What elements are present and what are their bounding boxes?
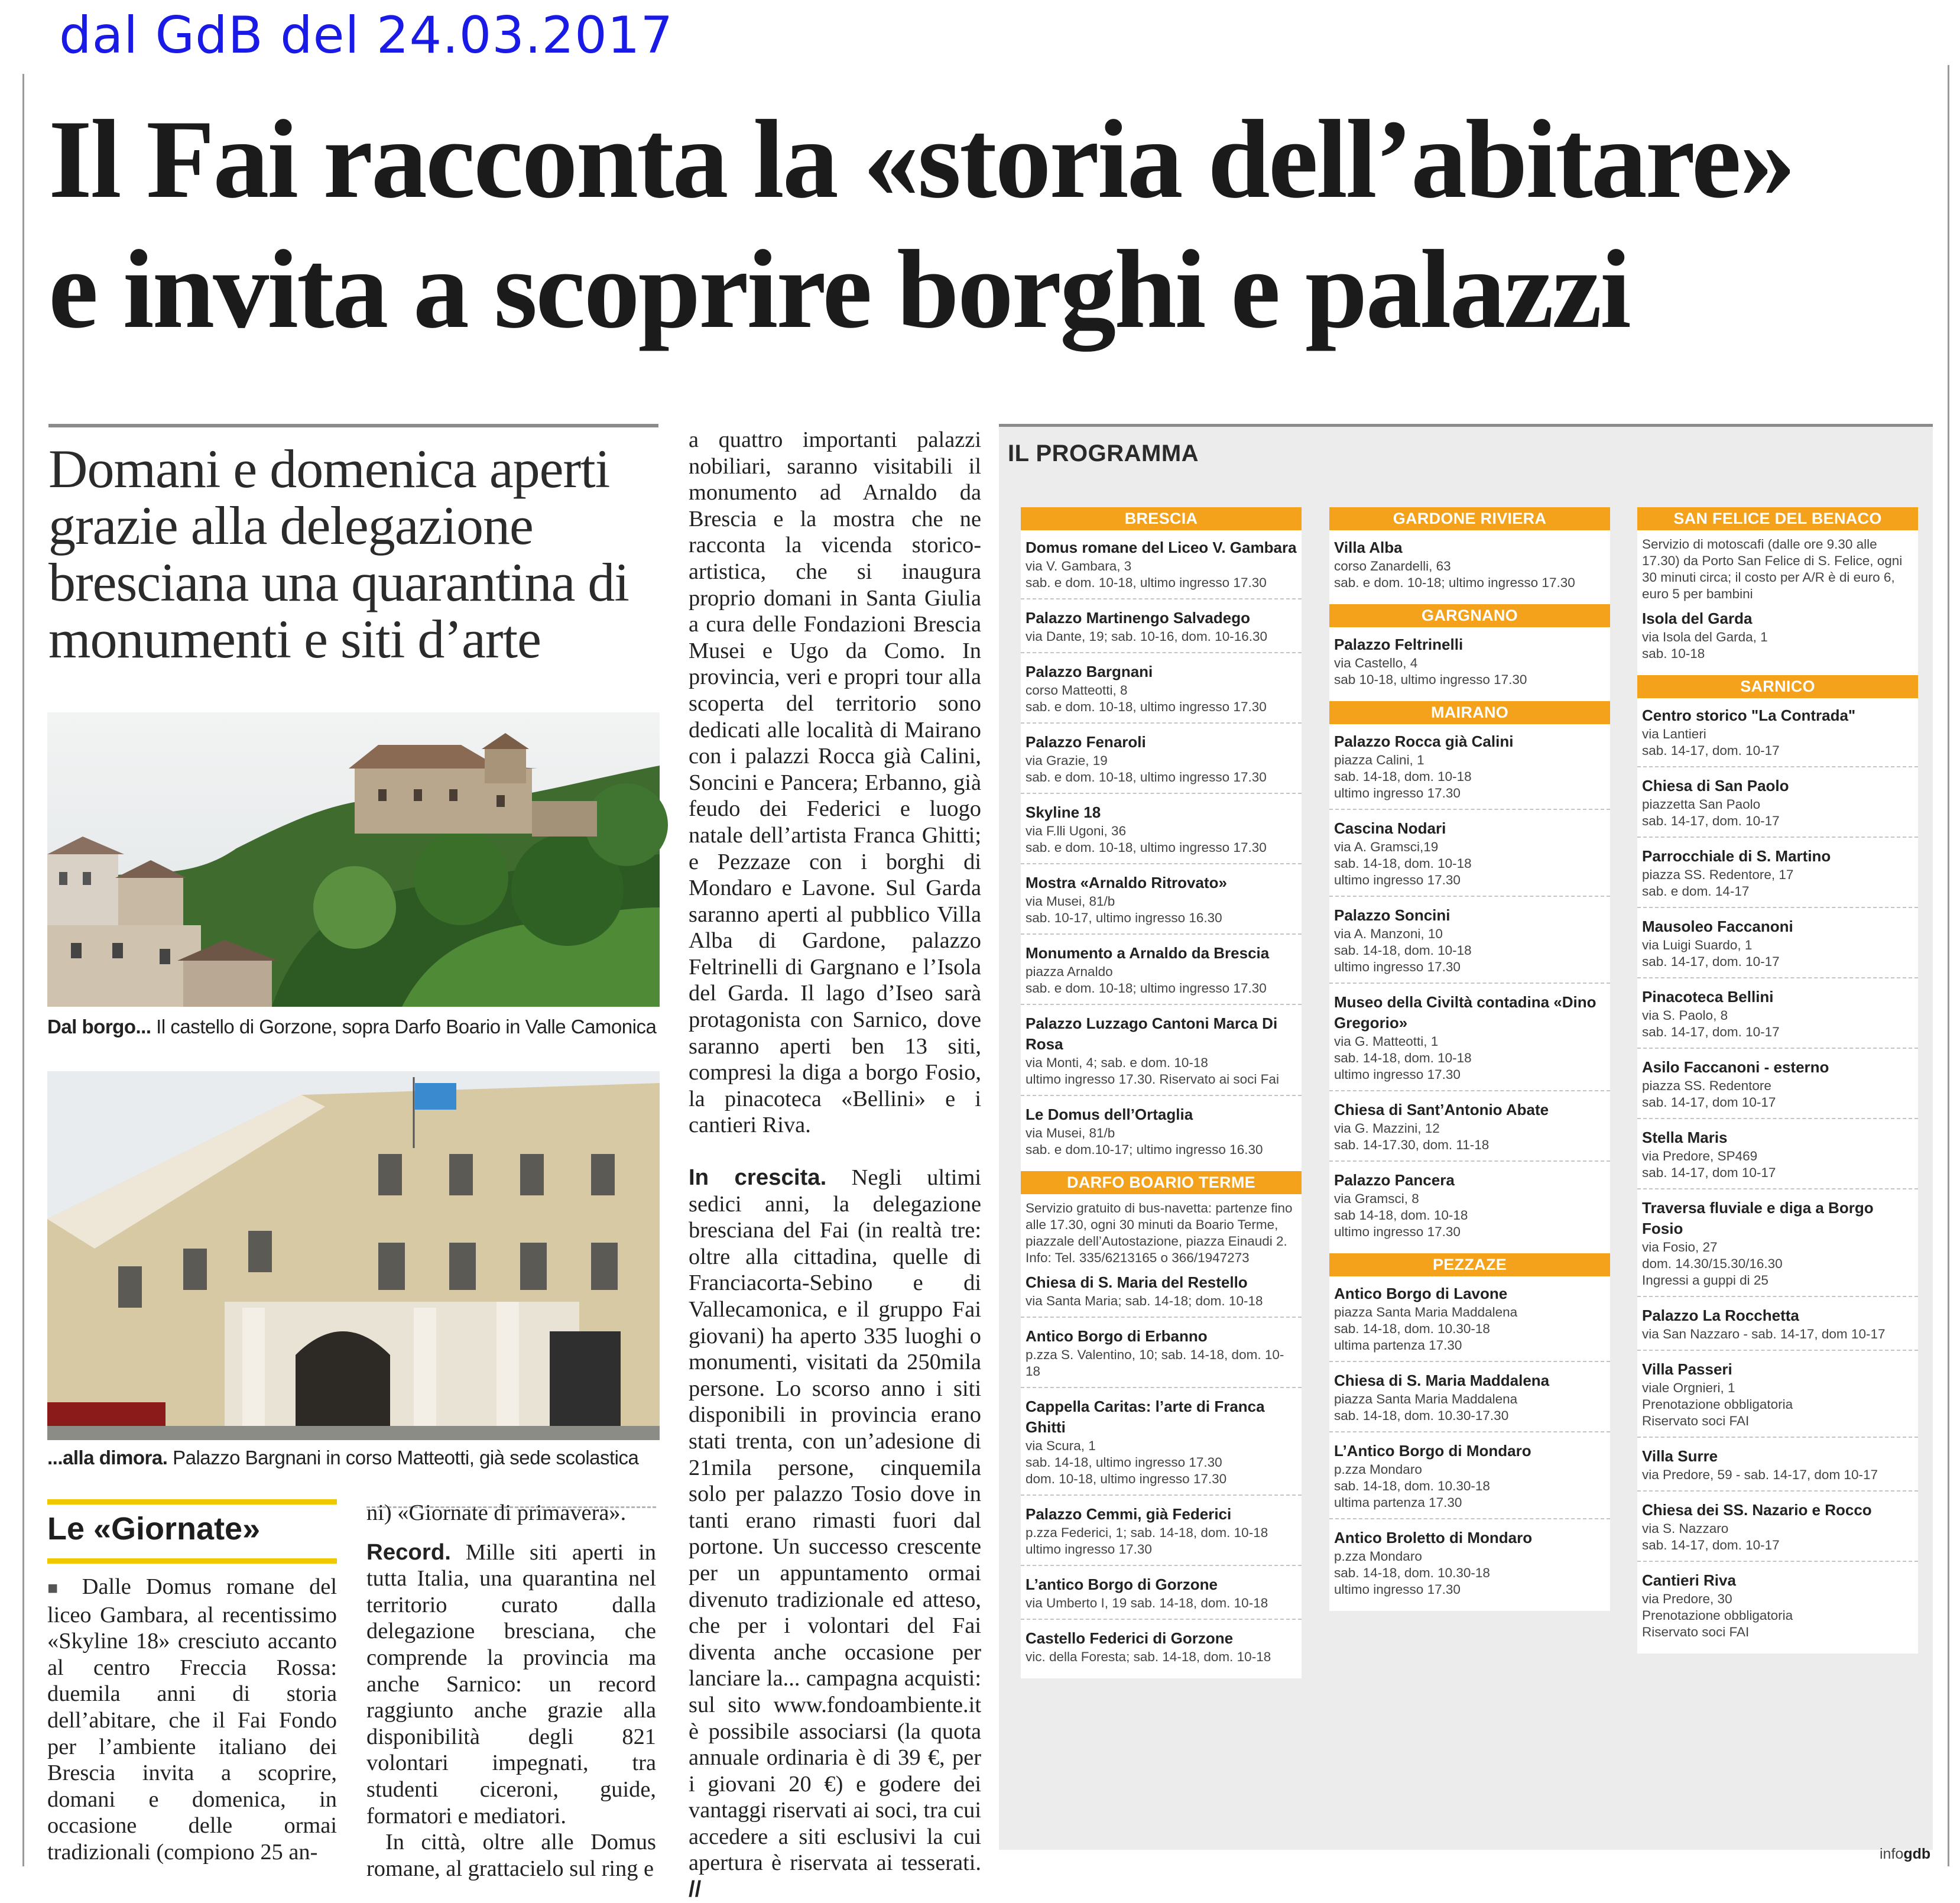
site-name: Isola del Garda (1642, 610, 1753, 627)
program-entry (1637, 914, 1918, 978)
site-name: L’antico Borgo di Gorzone (1026, 1575, 1218, 1593)
site-name: Antico Broletto di Mondaro (1334, 1529, 1533, 1547)
site-detail: ultimo ingresso 17.30 (1334, 786, 1461, 800)
site-detail: ultimo ingresso 17.30 (1334, 1067, 1461, 1082)
site-detail: p.zza Federici, 1; sab. 14-18, dom. 10-18 (1026, 1525, 1268, 1540)
program-entry (1637, 844, 1918, 908)
section-header: SARNICO (1637, 675, 1918, 698)
site-detail: via S. Nazzaro (1642, 1521, 1729, 1536)
photo-castle-gorzone (47, 712, 660, 1007)
program-entry (1021, 1394, 1302, 1496)
site-name: Antico Borgo di Lavone (1334, 1285, 1508, 1302)
program-entry (1021, 870, 1302, 935)
photo-2-caption (47, 1447, 638, 1469)
program-entry (1329, 903, 1610, 984)
site-detail: piazzetta San Paolo (1642, 797, 1761, 812)
site-detail: ultimo ingresso 17.30 (1334, 1582, 1461, 1597)
program-entry (1637, 703, 1918, 767)
site-detail: sab 14-18, dom. 10-18 (1334, 1208, 1468, 1223)
program-entry (1637, 1497, 1918, 1562)
site-name: Villa Surre (1642, 1447, 1718, 1465)
site-detail: piazza Calini, 1 (1334, 753, 1424, 767)
program-entry (1021, 730, 1302, 794)
site-detail: sab. 14-17, dom. 10-17 (1642, 1538, 1780, 1552)
site-detail: Ingressi a guppi di 25 (1642, 1273, 1768, 1288)
photo-2-caption-lead: ...alla dimora. (47, 1447, 168, 1468)
site-name: Antico Borgo di Erbanno (1026, 1327, 1208, 1345)
site-name: Pinacoteca Bellini (1642, 988, 1774, 1006)
site-detail: sab. 14-18, dom. 10-18 (1334, 943, 1472, 958)
program-entry (1021, 659, 1302, 724)
site-detail: sab. 14-17, dom 10-17 (1642, 1095, 1776, 1110)
palazzo-door (296, 1331, 390, 1440)
site-name: Chiesa di San Paolo (1642, 777, 1789, 795)
program-entry (1021, 1324, 1302, 1388)
site-detail: via V. Gambara, 3 (1026, 559, 1132, 573)
site-name: Villa Passeri (1642, 1360, 1732, 1378)
site-detail: via A. Gramsci,19 (1334, 839, 1439, 854)
site-detail: sab. 14-18, dom. 10-18 (1334, 769, 1472, 784)
article-column-3 (689, 427, 981, 1903)
site-detail: piazza SS. Redentore, 17 (1642, 867, 1794, 882)
section-header: GARDONE RIVIERA (1329, 507, 1610, 530)
program-entry (1329, 1525, 1610, 1605)
program-entry (1329, 1281, 1610, 1362)
column-2-paragraph-3: In città, oltre alle Domus romane, al grattacielo sul ring e (366, 1830, 656, 1881)
column-2-paragraph-2 (366, 1539, 656, 1830)
site-detail: via Luigi Suardo, 1 (1642, 938, 1753, 952)
site-detail: via San Nazzaro - sab. 14-17, dom 10-17 (1642, 1327, 1886, 1341)
site-detail: via Monti, 4; sab. e dom. 10-18 (1026, 1055, 1208, 1070)
site-detail: via A. Manzoni, 10 (1334, 926, 1443, 941)
section-note: Servizio di motoscafi (dalle ore 9.30 alle 17.30) da Porto San Felice di S. Felice, ogni 30 minuti circa; il costo per A/R è di euro 6, euro 5 per bambini (1642, 537, 1903, 601)
site-name: Palazzo Rocca già Calini (1334, 732, 1514, 750)
site-name: Domus romane del Liceo V. Gambara (1026, 539, 1297, 556)
site-name: Le Domus dell’Ortaglia (1026, 1106, 1193, 1123)
program-entry (1329, 729, 1610, 810)
palazzo-illustration (47, 1071, 660, 1440)
site-name: Asilo Faccanoni - esterno (1642, 1058, 1829, 1076)
site-detail: via Predore, SP469 (1642, 1149, 1758, 1163)
site-detail: sab. 14-17, dom. 10-17 (1642, 813, 1780, 828)
site-detail: via Dante, 19; sab. 10-16, dom. 10-16.30 (1026, 629, 1268, 644)
section-header: DARFO BOARIO TERME (1021, 1171, 1302, 1194)
program-entry (1021, 1502, 1302, 1566)
section-header: PEZZAZE (1329, 1253, 1610, 1276)
program-entry (1637, 606, 1918, 669)
site-name: Palazzo Feltrinelli (1334, 636, 1463, 653)
article-column-1 (47, 1574, 337, 1866)
section-header: MAIRANO (1329, 701, 1610, 724)
site-detail: piazza Santa Maria Maddalena (1334, 1305, 1518, 1320)
left-frame-line (22, 74, 24, 1866)
site-detail: via Lantieri (1642, 727, 1706, 741)
site-detail: ultimo ingresso 17.30 (1334, 1224, 1461, 1239)
site-detail: sab. e dom. 10-18, ultimo ingresso 17.30 (1026, 699, 1267, 714)
site-detail: via Predore, 30 (1642, 1591, 1732, 1606)
site-detail: sab. 10-18 (1642, 646, 1705, 661)
site-detail: ultimo ingresso 17.30 (1334, 959, 1461, 974)
headline-line-1: Il Fai racconta la «storia dell’abitare» (48, 98, 1794, 222)
site-detail: sab. e dom. 10-18; ultimo ingresso 17.30 (1334, 575, 1575, 590)
source-tag: dal GdB del 24.03.2017 (59, 6, 674, 65)
site-detail: corso Zanardelli, 63 (1334, 559, 1451, 573)
photo-2-caption-text: Palazzo Bargnani in corso Matteotti, già sede scolastica (167, 1447, 639, 1468)
site-name: Chiesa di S. Maria Maddalena (1334, 1372, 1550, 1389)
program-entry (1637, 1568, 1918, 1648)
site-detail: viale Orgnieri, 1 (1642, 1380, 1735, 1395)
program-entry (1021, 1270, 1302, 1318)
site-detail: sab. 14-18, dom. 10-18 (1334, 856, 1472, 871)
paragraph-mark-icon: ■ (47, 1578, 67, 1598)
site-detail: ultima partenza 17.30 (1334, 1495, 1462, 1510)
site-detail: ultimo ingresso 17.30 (1334, 873, 1461, 887)
section-header: SAN FELICE DEL BENACO (1637, 507, 1918, 530)
infographic-credit (1880, 1846, 1930, 1863)
program-entry (1329, 1368, 1610, 1432)
site-name: L’Antico Borgo di Mondaro (1334, 1442, 1531, 1460)
article-column-2 (366, 1500, 656, 1882)
site-detail: sab. 14-17, dom 10-17 (1642, 1165, 1776, 1180)
column-2-paragraph-1: ni) «Giornate di primavera». (366, 1500, 627, 1525)
column-1-text: Dalle Domus romane del liceo Gambara, al recentissimo «Skyline 18» cresciuto accanto al centro Freccia Rossa: duemila anni di storia dell’abitare, che il Fai Fondo per l’ambiente italiano dei Brescia invita a scoprire, domani e domenica, in occasione delle ormai tradizionali (compiono 25 an- (47, 1574, 337, 1865)
program-entry (1021, 941, 1302, 1005)
site-detail: via Predore, 59 - sab. 14-17, dom 10-17 (1642, 1467, 1878, 1482)
program-entry (1637, 1055, 1918, 1119)
site-name: Museo della Civiltà contadina «Dino Gregorio» (1334, 993, 1596, 1032)
site-name: Monumento a Arnaldo da Brescia (1026, 944, 1270, 962)
site-name: Centro storico "La Contrada" (1642, 706, 1856, 724)
site-name: Palazzo Fenaroli (1026, 733, 1146, 751)
castle-illustration (47, 712, 660, 1007)
site-detail: piazza Arnaldo (1026, 964, 1113, 979)
site-detail: p.zza Mondaro (1334, 1462, 1422, 1477)
rule-left (48, 424, 658, 427)
site-name: Traversa fluviale e diga a Borgo Fosio (1642, 1199, 1874, 1237)
program-column-1 (1021, 507, 1302, 1678)
box-title: Le «Giornate» (47, 1511, 261, 1547)
column-3-paragraph-2 (689, 1165, 981, 1903)
site-detail: sab. e dom. 10-18, ultimo ingresso 17.30 (1026, 770, 1267, 784)
site-detail: via Scura, 1 (1026, 1438, 1096, 1453)
site-detail: corso Matteotti, 8 (1026, 683, 1128, 698)
site-detail: sab. e dom. 14-17 (1642, 884, 1750, 899)
site-detail: via Musei, 81/b (1026, 1126, 1115, 1140)
site-detail: via Musei, 81/b (1026, 894, 1115, 909)
site-name: Cappella Caritas: l’arte di Franca Ghitti (1026, 1398, 1265, 1436)
site-detail: via S. Paolo, 8 (1642, 1008, 1728, 1023)
program-entry (1329, 535, 1610, 598)
site-detail: via G. Matteotti, 1 (1334, 1034, 1439, 1049)
site-name: Chiesa di Sant’Antonio Abate (1334, 1101, 1549, 1119)
program-entry (1021, 800, 1302, 864)
site-detail: Riservato soci FAI (1642, 1625, 1750, 1639)
site-detail: via G. Mazzini, 12 (1334, 1121, 1440, 1136)
credit-brand: gdb (1903, 1846, 1931, 1862)
photo-1-caption-lead: Dal borgo... (47, 1016, 151, 1038)
program-entry (1021, 535, 1302, 599)
site-name: Chiesa dei SS. Nazario e Rocco (1642, 1501, 1872, 1519)
site-name: Palazzo Luzzago Cantoni Marca Di Rosa (1026, 1014, 1278, 1053)
section-header: BRESCIA (1021, 507, 1302, 530)
program-entry (1329, 1438, 1610, 1519)
headline (48, 95, 1958, 355)
end-mark: // (689, 1876, 702, 1902)
site-detail: sab. 14-18, dom. 10.30-18 (1334, 1479, 1490, 1493)
program-entry (1637, 984, 1918, 1049)
site-detail: sab. e dom. 10-18, ultimo ingresso 17.30 (1026, 575, 1267, 590)
program-entry (1637, 1303, 1918, 1351)
column-3-paragraph-1: a quattro importanti palazzi nobiliari, saranno visitabili il monumento ad Arnaldo da Brescia e la mostra che ne racconta la vicenda storico-artistica, che si inaugura proprio domani in Santa Giulia a cura delle Fondazioni Brescia Musei e Ugo da Como. In provincia, veri e propri tour alla scoperta del territorio sono dedicati alle località di Mairano con i palazzi Rocca già Calini, Soncini e Pancera; Erbanno, già feudo dei Federici e luogo natale dell’artista Franca Ghitti; e Pezzaze con i borghi di Mondaro e Lavone. Sul Garda saranno aperti al pubblico Villa Alba di Gardone, palazzo Feltrinelli di Gargnano e l’Isola del Garda. Il lago d’Iseo sarà protagonista con Sarnico, dove saranno aperti ben 13 siti, compresi la diga a borgo Fosio, la pinacoteca «Bellini» e i cantieri Riva. (689, 427, 981, 1138)
site-detail: via Isola del Garda, 1 (1642, 630, 1768, 644)
site-detail: via Gramsci, 8 (1334, 1191, 1419, 1206)
program-entry (1021, 1011, 1302, 1096)
site-detail: Prenotazione obbligatoria (1642, 1397, 1793, 1412)
program-title: IL PROGRAMMA (1008, 440, 1199, 466)
site-detail: sab. 14-18, ultimo ingresso 17.30 (1026, 1455, 1222, 1470)
site-name: Palazzo Bargnani (1026, 663, 1153, 680)
site-detail: sab. 14-18, dom. 10.30-17.30 (1334, 1408, 1509, 1423)
subheadline: Domani e domenica aperti grazie alla delegazione bresciana una quarantina di monumenti e siti d’arte (48, 439, 629, 669)
program-entry (1637, 773, 1918, 838)
program-entry (1021, 1572, 1302, 1620)
column-3-paragraph-2-text: Negli ultimi sedici anni, la delegazione bresciana del Fai (in realtà tre: oltre alla cittadina, quelle di Franciacorta-Sebino e di Vallecamonica, e il gruppo Fai giovani) ha aperto 335 luoghi o monumenti, visitati da 250mila persone. Lo scorso anno i siti disponibili in provincia erano stati trenta, con un’adesione di 21mila persone, cinquemila solo per palazzo Tosio dove in tanti erano rimasti fuori dal portone. Un successo crescente per un appuntamento ormai divenuto tradizionale ed atteso, che per i volontari del Fai diventa anche occasione per lanciare la... campagna acquisti: sul sito www.fondoambiente.it è possibile associarsi (la quota annuale ordinaria è di 39 €, per i giovani 20 €) e godere dei vantaggi riservati ai soci, tra cui accedere a siti esclusivi la cui apertura è riservata ai tesserati. (689, 1165, 981, 1876)
site-detail: sab. 14-18, dom. 10-18 (1334, 1051, 1472, 1065)
site-detail: via Grazie, 19 (1026, 753, 1108, 768)
site-detail: Riservato soci FAI (1642, 1414, 1750, 1428)
site-name: Cascina Nodari (1334, 819, 1446, 837)
program-column-3 (1637, 507, 1918, 1654)
site-name: Parrocchiale di S. Martino (1642, 847, 1831, 865)
box-title-top-rule (47, 1499, 337, 1505)
site-detail: piazza Santa Maria Maddalena (1334, 1392, 1518, 1406)
site-detail: sab. 14-17, dom. 10-17 (1642, 743, 1780, 758)
headline-line-2: e invita a scoprire borghi e palazzi (48, 228, 1630, 352)
program-entry (1329, 816, 1610, 897)
site-detail: sab. 14-18, dom. 10.30-18 (1334, 1321, 1490, 1336)
flag (415, 1083, 456, 1110)
site-name: Stella Maris (1642, 1129, 1728, 1146)
site-detail: sab. e dom. 10-18; ultimo ingresso 17.30 (1026, 981, 1267, 996)
column-1-paragraph (47, 1574, 337, 1866)
site-name: Mausoleo Faccanoni (1642, 918, 1793, 935)
site-name: Palazzo Cemmi, già Federici (1026, 1505, 1232, 1523)
site-name: Palazzo Pancera (1334, 1171, 1455, 1189)
site-detail: ultima partenza 17.30 (1334, 1338, 1462, 1353)
photo-palazzo-bargnani (47, 1071, 660, 1440)
program-entry (1329, 1168, 1610, 1247)
site-detail: via Umberto I, 19 sab. 14-18, dom. 10-18 (1026, 1596, 1268, 1610)
section-header: GARGNANO (1329, 604, 1610, 627)
site-detail: sab. e dom. 10-18, ultimo ingresso 17.30 (1026, 840, 1267, 855)
box-title-bottom-rule (47, 1558, 337, 1564)
site-detail: dom. 14.30/15.30/16.30 (1642, 1256, 1783, 1271)
site-detail: sab 10-18, ultimo ingresso 17.30 (1334, 672, 1527, 687)
site-detail: via F.lli Ugoni, 36 (1026, 824, 1127, 838)
site-detail: sab. e dom.10-17; ultimo ingresso 16.30 (1026, 1142, 1263, 1157)
program-column-2 (1329, 507, 1610, 1611)
credit-prefix: info (1880, 1846, 1904, 1862)
site-detail: vic. della Foresta; sab. 14-18, dom. 10-18 (1026, 1649, 1271, 1664)
site-name: Chiesa di S. Maria del Restello (1026, 1273, 1248, 1291)
site-detail: via Castello, 4 (1334, 656, 1418, 670)
site-detail: ultimo ingresso 17.30 (1026, 1542, 1152, 1557)
program-entry (1021, 1102, 1302, 1165)
program-entry (1637, 1125, 1918, 1189)
column-2-lead-record: Record. (366, 1539, 451, 1565)
program-entry (1637, 1195, 1918, 1297)
site-detail: sab. 14-17, dom. 10-17 (1642, 954, 1780, 969)
program-entry (1637, 1444, 1918, 1492)
column-3-lead-crescita: In crescita. (689, 1165, 827, 1191)
site-name: Castello Federici di Gorzone (1026, 1629, 1234, 1647)
photo-1-caption (47, 1016, 656, 1038)
site-name: Palazzo Soncini (1334, 906, 1450, 924)
site-name: Villa Alba (1334, 539, 1403, 556)
program-entry (1021, 1626, 1302, 1672)
site-name: Cantieri Riva (1642, 1571, 1736, 1589)
photo-1-caption-text: Il castello di Gorzone, sopra Darfo Boario in Valle Camonica (151, 1016, 657, 1038)
site-detail: Prenotazione obbligatoria (1642, 1608, 1793, 1623)
site-detail: via Fosio, 27 (1642, 1240, 1718, 1254)
section-note: Servizio gratuito di bus-navetta: partenze fino alle 17.30, ogni 30 minuti da Boario Terme, piazzale dell’Autostazione, piazza Einaudi 2. Info: Tel. 335/6213165 o 366/1947273 (1026, 1201, 1293, 1265)
site-detail: sab. 14-17.30, dom. 11-18 (1334, 1137, 1490, 1152)
site-name: Skyline 18 (1026, 803, 1101, 821)
site-detail: p.zza Mondaro (1334, 1549, 1422, 1564)
site-detail: ultimo ingresso 17.30. Riservato ai soci Fai (1026, 1072, 1279, 1087)
program-entry (1021, 605, 1302, 653)
site-name: Palazzo Martinengo Salvadego (1026, 609, 1250, 627)
program-entry (1329, 1097, 1610, 1162)
program-entry (1329, 632, 1610, 695)
site-detail: sab. 14-18, dom. 10.30-18 (1334, 1565, 1490, 1580)
site-detail: piazza SS. Redentore (1642, 1078, 1771, 1093)
program-entry (1329, 990, 1610, 1091)
site-detail: p.zza S. Valentino, 10; sab. 14-18, dom. 10-18 (1026, 1347, 1284, 1379)
site-name: Mostra «Arnaldo Ritrovato» (1026, 874, 1227, 891)
site-detail: sab. 14-17, dom. 10-17 (1642, 1025, 1780, 1039)
program-entry (1637, 1357, 1918, 1438)
column-2-paragraph-2-text: Mille siti aperti in tutta Italia, una quarantina nel territorio curato dalla delegazione bresciana, che comprende la provincia ma anche Sarnico: un record raggiunto anche grazie alla disponibilità degli 821 volontari impegnati, tra studenti ciceroni, guide, formatori e mediatori. (366, 1539, 656, 1829)
site-detail: via Santa Maria; sab. 14-18; dom. 10-18 (1026, 1293, 1263, 1308)
site-detail: dom. 10-18, ultimo ingresso 17.30 (1026, 1471, 1227, 1486)
site-detail: sab. 10-17, ultimo ingresso 16.30 (1026, 910, 1222, 925)
site-name: Palazzo La Rocchetta (1642, 1307, 1799, 1324)
